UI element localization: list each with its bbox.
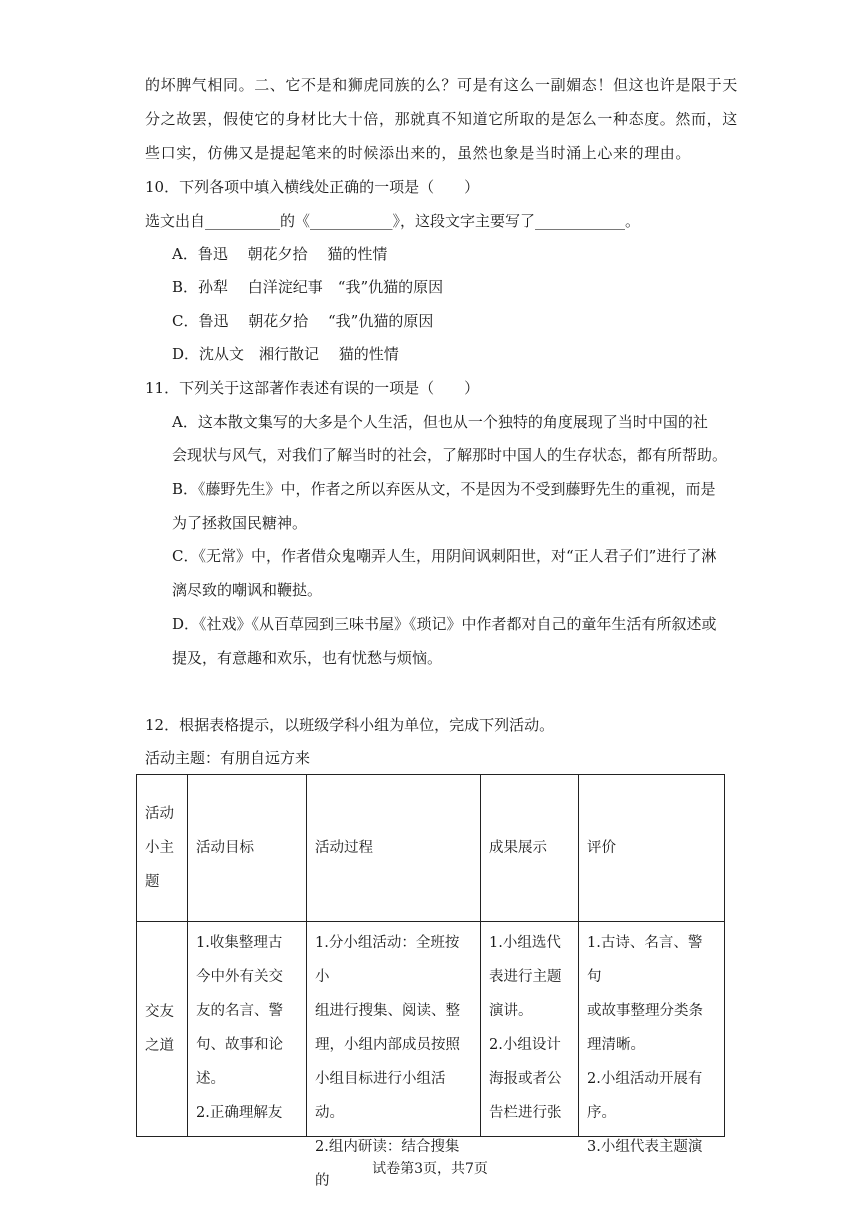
cell-result (481, 922, 579, 1137)
passage-line-3: 些口实，仿佛又是提起笔来的时候添出来的，虽然也象是当时涌上心来的理由。 (145, 144, 692, 162)
question-10-option-c: C．鲁迅 朝花夕拾 “我”仇猫的原因 (172, 312, 434, 330)
question-11-option-b-line-1: B．《藤野先生》中，作者之所以弃医从文，不是因为不受到藤野先生的重视，而是 (172, 480, 716, 498)
header-process: 活动过程 (307, 775, 481, 922)
cell-evaluation (579, 922, 725, 1155)
passage-line-2: 分之故罢，假使它的身材比大十倍，那就真不知道它所取的是怎么一种态度。然而，这 (145, 110, 738, 128)
table-row (137, 922, 725, 1137)
cell-evaluation-text: 1.古诗、名言、警句 或故事整理分类条 理清晰。 2.小组活动开展有 序。 3.小组代表主题演 (587, 935, 703, 1155)
question-11-option-c-line-2: 漓尽致的嘲讽和鞭挞。 (172, 581, 323, 599)
cell-topic-text: 交友 之道 (145, 1004, 174, 1054)
question-11-option-d-line-1: D．《社戏》《从百草园到三味书屋》《琐记》中作者都对自己的童年生活有所叙述或 (172, 615, 717, 633)
header-goal: 活动目标 (188, 775, 307, 922)
page-footer: 试卷第3页，共7页 (372, 1161, 488, 1177)
question-11-option-c-line-1: C．《无常》中，作者借众鬼嘲弄人生，用阴间讽刺阳世，对“正人君子们”进行了淋 (172, 547, 717, 565)
cell-topic (137, 922, 188, 1137)
question-11-stem: 11．下列关于这部著作表述有误的一项是（ ） (145, 379, 480, 397)
cell-result-text: 1.小组选代 表进行主题 演讲。 2.小组设计 海报或者公 告栏进行张 (489, 935, 562, 1121)
question-11-option-a-line-1: A．这本散文集写的大多是个人生活，但也从一个独特的角度展现了当时中国的社 (172, 413, 708, 431)
header-topic (137, 775, 188, 922)
header-result: 成果展示 (481, 775, 579, 922)
question-10-stem: 10．下列各项中填入横线处正确的一项是（ ） (145, 178, 480, 196)
question-12-stem: 12．根据表格提示，以班级学科小组为单位，完成下列活动。 (145, 716, 555, 734)
question-11-option-d-line-2: 提及，有意趣和欢乐，也有忧愁与烦恼。 (172, 649, 443, 667)
question-10-option-b: B．孙犁 白洋淀纪事 “我”仇猫的原因 (172, 278, 444, 296)
table-header-row (137, 775, 725, 922)
question-10-option-a: A．鲁迅 朝花夕拾 猫的性情 (172, 245, 388, 263)
cell-process-text: 1.分小组活动：全班按小 组进行搜集、阅读、整 理，小组内部成员按照 小组目标进行小组活 动。 2.组内研读：结合搜集的 (315, 935, 460, 1189)
question-10-blank-sentence: 选文出自__________的《___________》，这段文字主要写了____________。 (145, 212, 641, 230)
question-10-option-d: D．沈从文 湘行散记 猫的性情 (172, 345, 399, 363)
header-topic-text: 活动 小主 题 (145, 806, 174, 890)
question-11-option-a-line-2: 会现状与风气，对我们了解当时的社会，了解那时中国人的生存状态，都有所帮助。 (172, 446, 728, 464)
activity-theme: 活动主题：有朋自远方来 (145, 749, 311, 767)
cell-goal (188, 922, 307, 1137)
header-evaluation: 评价 (579, 775, 725, 922)
cell-goal-text: 1.收集整理古 今中外有关交 友的名言、警 句、故事和论 述。 2.正确理解友 (196, 935, 283, 1121)
passage-line-1: 的坏脾气相同。二、它不是和狮虎同族的么？可是有这么一副媚态！但这也许是限于天 (145, 76, 738, 94)
question-11-option-b-line-2: 为了拯救国民糖神。 (172, 514, 308, 532)
